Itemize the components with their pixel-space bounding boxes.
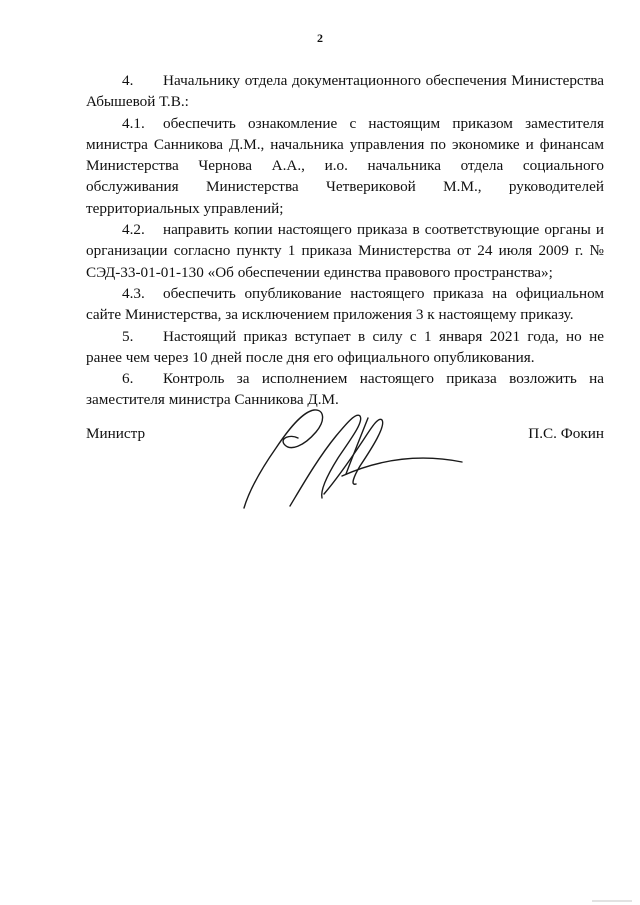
handwritten-signature	[232, 398, 472, 518]
paragraph-number: 4.2.	[122, 221, 145, 239]
order-body	[86, 70, 604, 411]
paragraph-text: Настоящий приказ вступает в силу с 1 января 2021 года, но не ранее чем через 10 дней после дня его официального опубликования.	[86, 327, 604, 366]
paragraph-number: 6.	[122, 370, 134, 388]
paragraph-text: направить копии настоящего приказа в соответствующие органы и организации согласно пункту 1 приказа Министерства от 24 июля 2009 г. № СЭД-33-01-01-130 «Об обеспечении единства правового пространства»;	[86, 221, 604, 281]
paragraph-number: 4.3.	[122, 284, 145, 302]
paragraph-text: обеспечить опубликование настоящего приказа на официальном сайте Министерства, за исключением приложения 3 к настоящему приказу.	[86, 284, 604, 324]
signatory-role: Министр	[86, 425, 146, 442]
paragraph-number: 5.	[122, 327, 134, 345]
page-number: 2	[317, 31, 323, 45]
paragraph-4-1	[86, 113, 604, 219]
paragraph-5	[86, 326, 604, 369]
paragraph-text: Контроль за исполнением настоящего приказа возложить на заместителя министра Санникова Д.М.	[86, 370, 604, 409]
paragraph-4-3	[86, 283, 604, 326]
paragraph-text: Начальнику отдела документационного обеспечения Министерства Абышевой Т.В.:	[86, 72, 604, 111]
scan-artifact	[592, 900, 632, 902]
paragraph-4	[86, 70, 604, 113]
paragraph-number: 4.1.	[122, 114, 145, 132]
signatory-name: П.С. Фокин	[528, 425, 604, 442]
paragraph-text: обеспечить ознакомление с настоящим приказом заместителя министра Санникова Д.М., начальника управления по экономике и финансам Министерства Чернова А.А., и.о. начальника отдела социального обслуживания Министерства Четвериковой М.М., руководителей территориальных управлений;	[86, 114, 604, 217]
paragraph-number: 4.	[122, 72, 134, 89]
paragraph-4-2	[86, 219, 604, 283]
